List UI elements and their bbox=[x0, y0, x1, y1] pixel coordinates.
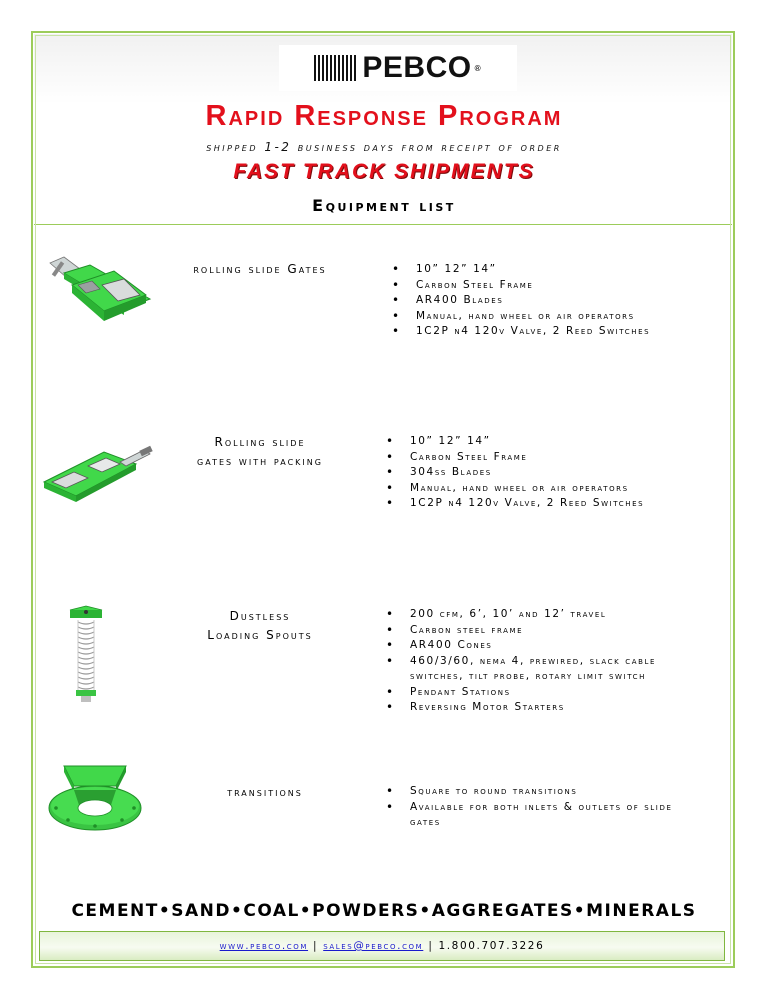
list-item: • 304ss Blades bbox=[386, 465, 722, 481]
list-item: • Reversing Motor Starters bbox=[386, 700, 676, 716]
item-label-line: Loading Spouts bbox=[207, 628, 313, 642]
page-title: Rapid Response Program bbox=[205, 100, 563, 132]
list-item: • Pendant Stations bbox=[386, 685, 676, 701]
list-item: • 460/3/60, nema 4, prewired, slack cable switches, tilt probe, rotary limit switch bbox=[386, 654, 676, 685]
item-bullets-rolling-slide-gates-packing bbox=[386, 434, 722, 512]
list-item: • 1C2P n4 120v Valve, 2 Reed Switches bbox=[386, 496, 722, 512]
pebco-logo bbox=[279, 45, 517, 91]
logo-text: PEBCO bbox=[362, 51, 472, 84]
email-link[interactable]: sales@pebco.com bbox=[323, 940, 424, 952]
equipment-list-heading: Equipment list bbox=[312, 196, 456, 215]
logo-barcode-mark bbox=[314, 55, 358, 81]
item-label-rolling-slide-gates-packing bbox=[160, 433, 360, 471]
slide-gate-icon bbox=[44, 255, 156, 335]
list-item: • Carbon Steel Frame bbox=[386, 450, 722, 466]
list-item: • Carbon steel frame bbox=[386, 623, 676, 639]
phone-number: 1.800.707.3226 bbox=[438, 940, 545, 952]
list-item: • AR400 Blades bbox=[392, 293, 722, 309]
loading-spout-icon bbox=[66, 604, 108, 706]
fast-track-heading: FAST TRACK SHIPMENTS bbox=[233, 160, 535, 183]
footer-contact-bar bbox=[39, 931, 725, 961]
item-bullets-rolling-slide-gates bbox=[392, 262, 722, 340]
item-label-line: Rolling slide bbox=[214, 435, 306, 449]
item-bullets-dustless-loading-spouts bbox=[386, 607, 676, 716]
item-label-line: rolling slide Gates bbox=[193, 262, 327, 276]
footer-separator: | bbox=[313, 940, 319, 952]
item-bullets-transitions bbox=[386, 784, 676, 831]
item-label-line: gates with packing bbox=[197, 454, 323, 468]
list-item: • 1C2P n4 120v Valve, 2 Reed Switches bbox=[392, 324, 722, 340]
list-item: • Manual, hand wheel or air operators bbox=[392, 309, 722, 325]
item-label-rolling-slide-gates bbox=[160, 260, 360, 279]
list-item: • Carbon Steel Frame bbox=[392, 278, 722, 294]
list-item: • Manual, hand wheel or air operators bbox=[386, 481, 722, 497]
item-label-line: transitions bbox=[227, 785, 303, 799]
list-item: • 10” 12” 14” bbox=[392, 262, 722, 278]
logo-registered-mark: ® bbox=[473, 63, 482, 73]
industries-line: CEMENT•SAND•COAL•POWDERS•AGGREGATES•MINERALS bbox=[71, 901, 697, 921]
website-link[interactable]: www.pebco.com bbox=[219, 940, 309, 952]
list-item: • 10” 12” 14” bbox=[386, 434, 722, 450]
slide-gate-packing-icon bbox=[40, 444, 156, 506]
list-item: • AR400 Cones bbox=[386, 638, 676, 654]
list-item: • Square to round transitions bbox=[386, 784, 676, 800]
item-label-dustless-loading-spouts bbox=[160, 607, 360, 645]
item-label-transitions bbox=[165, 783, 365, 802]
item-label-line: Dustless bbox=[229, 609, 291, 623]
list-item: • Available for both inlets & outlets of slide gates bbox=[386, 800, 676, 831]
transition-icon bbox=[46, 762, 144, 834]
footer-separator: | bbox=[428, 940, 434, 952]
page-subtitle: shipped 1-2 business days from receipt of order bbox=[206, 140, 562, 154]
list-item: • 200 cfm, 6’, 10’ and 12’ travel bbox=[386, 607, 676, 623]
